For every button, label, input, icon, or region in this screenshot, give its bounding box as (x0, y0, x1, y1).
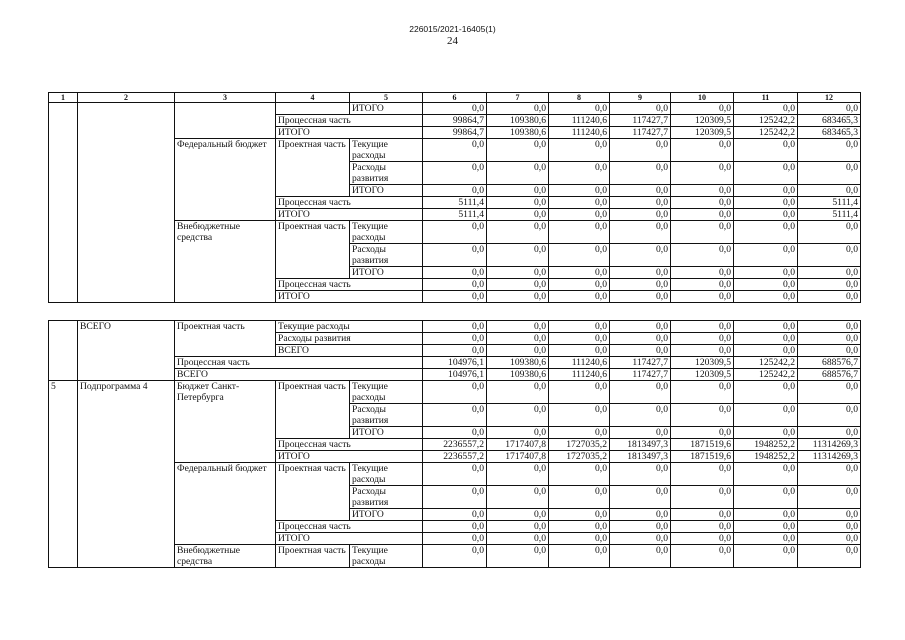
row-number-cell (49, 321, 78, 381)
value-cell: 0,0 (798, 244, 861, 267)
value-cell: 99864,7 (423, 127, 487, 139)
value-cell: 0,0 (423, 427, 487, 439)
value-cell: 109380,6 (487, 357, 549, 369)
value-cell: 0,0 (549, 427, 610, 439)
value-cell: 0,0 (423, 279, 487, 291)
value-cell: 0,0 (671, 244, 734, 267)
col-header: 6 (423, 93, 487, 103)
value-cell: 688576,7 (798, 357, 861, 369)
value-cell: 0,0 (798, 486, 861, 509)
value-cell: 0,0 (671, 486, 734, 509)
value-cell: 0,0 (671, 197, 734, 209)
value-cell: 0,0 (549, 139, 610, 162)
value-cell: 0,0 (610, 162, 671, 185)
value-cell: 0,0 (487, 381, 549, 404)
value-cell: 0,0 (487, 209, 549, 221)
value-cell: 120309,5 (671, 369, 734, 381)
value-cell: 0,0 (610, 333, 671, 345)
row-label: ИТОГО (276, 451, 423, 463)
value-cell: 0,0 (798, 521, 861, 533)
value-cell: 0,0 (734, 209, 798, 221)
program-cell (78, 103, 175, 303)
value-cell: 0,0 (798, 221, 861, 244)
value-cell: 2236557,2 (423, 451, 487, 463)
value-cell: 0,0 (671, 185, 734, 197)
part-label: Проектная часть (276, 139, 350, 197)
value-cell: 11314269,3 (798, 439, 861, 451)
value-cell: 120309,5 (671, 115, 734, 127)
part-label: Проектная часть (276, 221, 350, 279)
value-cell: 0,0 (798, 533, 861, 545)
value-cell: 0,0 (610, 139, 671, 162)
value-cell: 0,0 (610, 267, 671, 279)
value-cell: 0,0 (671, 545, 734, 568)
value-cell: 0,0 (549, 209, 610, 221)
value-cell: 0,0 (549, 509, 610, 521)
col-header: 3 (175, 93, 276, 103)
value-cell: 0,0 (671, 509, 734, 521)
row-label: Расходы развития (350, 486, 423, 509)
value-cell: 125242,2 (734, 369, 798, 381)
source-label: Федеральный бюджет (175, 139, 276, 221)
budget-table (48, 92, 861, 303)
value-cell: 0,0 (671, 333, 734, 345)
col-header: 7 (487, 93, 549, 103)
value-cell: 0,0 (610, 509, 671, 521)
value-cell: 104976,1 (423, 369, 487, 381)
value-cell: 0,0 (549, 486, 610, 509)
table-row (49, 381, 861, 404)
value-cell: 0,0 (549, 267, 610, 279)
value-cell: 0,0 (549, 345, 610, 357)
value-cell: 0,0 (671, 209, 734, 221)
row-label: ИТОГО (276, 209, 423, 221)
value-cell: 0,0 (487, 291, 549, 303)
value-cell: 0,0 (487, 427, 549, 439)
value-cell: 0,0 (610, 427, 671, 439)
page-number: 24 (447, 35, 458, 47)
value-cell: 0,0 (671, 162, 734, 185)
value-cell: 0,0 (487, 221, 549, 244)
value-cell: 0,0 (423, 486, 487, 509)
value-cell: 0,0 (487, 345, 549, 357)
value-cell: 0,0 (423, 244, 487, 267)
value-cell: 5111,4 (423, 197, 487, 209)
value-cell: 0,0 (671, 533, 734, 545)
col-header: 5 (350, 93, 423, 103)
value-cell: 0,0 (423, 381, 487, 404)
value-cell: 0,0 (798, 333, 861, 345)
part-label: Проектная часть (276, 463, 350, 521)
value-cell: 0,0 (487, 509, 549, 521)
value-cell: 0,0 (734, 427, 798, 439)
value-cell: 117427,7 (610, 369, 671, 381)
row-label: ИТОГО (350, 185, 423, 197)
value-cell: 0,0 (487, 321, 549, 333)
value-cell: 11314269,3 (798, 451, 861, 463)
value-cell: 683465,3 (798, 127, 861, 139)
value-cell: 0,0 (487, 521, 549, 533)
value-cell: 5111,4 (798, 209, 861, 221)
value-cell: 0,0 (734, 545, 798, 568)
value-cell: 125242,2 (734, 127, 798, 139)
value-cell: 0,0 (549, 221, 610, 244)
value-cell: 0,0 (610, 221, 671, 244)
value-cell: 0,0 (549, 185, 610, 197)
value-cell: 0,0 (798, 321, 861, 333)
value-cell: 1717407,8 (487, 439, 549, 451)
value-cell: 0,0 (734, 404, 798, 427)
value-cell: 0,0 (549, 244, 610, 267)
value-cell: 0,0 (487, 486, 549, 509)
value-cell: 0,0 (798, 345, 861, 357)
value-cell: 1813497,3 (610, 451, 671, 463)
row-label: Процессная часть (276, 439, 423, 451)
value-cell: 0,0 (798, 139, 861, 162)
value-cell: 0,0 (798, 291, 861, 303)
value-cell: 111240,6 (549, 115, 610, 127)
row-label: Процессная часть (276, 521, 423, 533)
value-cell: 0,0 (734, 244, 798, 267)
value-cell: 0,0 (423, 139, 487, 162)
value-cell: 683465,3 (798, 115, 861, 127)
value-cell: 0,0 (487, 103, 549, 115)
value-cell: 0,0 (671, 291, 734, 303)
value-cell: 120309,5 (671, 357, 734, 369)
value-cell: 0,0 (734, 267, 798, 279)
value-cell: 0,0 (487, 533, 549, 545)
value-cell: 0,0 (671, 103, 734, 115)
col-header: 9 (610, 93, 671, 103)
col-header: 4 (276, 93, 350, 103)
row-label: Расходы развития (350, 162, 423, 185)
value-cell: 0,0 (798, 404, 861, 427)
row-label: Текущие расходы (350, 381, 423, 404)
col-header: 12 (798, 93, 861, 103)
value-cell: 125242,2 (734, 115, 798, 127)
value-cell: 0,0 (734, 197, 798, 209)
value-cell: 1948252,2 (734, 439, 798, 451)
row-label: Процессная часть (276, 197, 423, 209)
value-cell: 0,0 (487, 185, 549, 197)
row-label: Расходы развития (276, 333, 423, 345)
value-cell: 0,0 (549, 162, 610, 185)
value-cell: 0,0 (671, 521, 734, 533)
value-cell: 0,0 (798, 427, 861, 439)
value-cell: 0,0 (734, 521, 798, 533)
value-cell: 0,0 (610, 463, 671, 486)
value-cell: 0,0 (423, 103, 487, 115)
value-cell: 0,0 (734, 103, 798, 115)
value-cell: 0,0 (487, 279, 549, 291)
value-cell: 1717407,8 (487, 451, 549, 463)
value-cell: 0,0 (487, 463, 549, 486)
value-cell: 0,0 (798, 509, 861, 521)
row-label: ИТОГО (276, 291, 423, 303)
value-cell: 0,0 (487, 162, 549, 185)
value-cell: 0,0 (734, 162, 798, 185)
value-cell: 0,0 (798, 279, 861, 291)
value-cell: 0,0 (734, 185, 798, 197)
value-cell: 0,0 (734, 291, 798, 303)
value-cell: 0,0 (734, 279, 798, 291)
row-label: Процессная часть (175, 357, 423, 369)
value-cell: 1871519,6 (671, 439, 734, 451)
value-cell: 5111,4 (423, 209, 487, 221)
value-cell: 0,0 (610, 279, 671, 291)
value-cell: 0,0 (734, 321, 798, 333)
part-label: Проектная часть (276, 381, 350, 439)
value-cell: 0,0 (549, 321, 610, 333)
value-cell: 0,0 (734, 509, 798, 521)
row-label: ИТОГО (350, 267, 423, 279)
value-cell: 0,0 (487, 267, 549, 279)
row-label: ВСЕГО (175, 369, 423, 381)
value-cell: 0,0 (734, 333, 798, 345)
value-cell: 0,0 (610, 244, 671, 267)
row-label: ИТОГО (350, 509, 423, 521)
table-row (49, 321, 861, 333)
value-cell: 0,0 (423, 521, 487, 533)
value-cell: 125242,2 (734, 357, 798, 369)
value-cell: 0,0 (734, 139, 798, 162)
value-cell: 0,0 (549, 291, 610, 303)
value-cell: 1727035,2 (549, 451, 610, 463)
value-cell: 109380,6 (487, 115, 549, 127)
value-cell: 0,0 (549, 279, 610, 291)
value-cell: 0,0 (423, 533, 487, 545)
value-cell: 0,0 (734, 486, 798, 509)
value-cell: 0,0 (549, 103, 610, 115)
row-number-cell (49, 103, 78, 303)
value-cell: 688576,7 (798, 369, 861, 381)
program-label: Подпрограмма 4 (78, 381, 175, 568)
value-cell: 0,0 (798, 162, 861, 185)
document-registration-code: 226015/2021-16405(1) (409, 24, 496, 34)
total-label: ВСЕГО (78, 321, 175, 381)
source-label: Федеральный бюджет (175, 463, 276, 545)
value-cell: 0,0 (487, 139, 549, 162)
value-cell: 0,0 (798, 545, 861, 568)
value-cell: 0,0 (610, 185, 671, 197)
value-cell: 0,0 (549, 381, 610, 404)
value-cell: 0,0 (423, 463, 487, 486)
value-cell: 109380,6 (487, 127, 549, 139)
value-cell: 0,0 (423, 545, 487, 568)
row-label: Текущие расходы (276, 321, 423, 333)
value-cell: 117427,7 (610, 127, 671, 139)
table-row (49, 103, 861, 115)
value-cell: 0,0 (423, 333, 487, 345)
value-cell: 0,0 (549, 521, 610, 533)
value-cell: 0,0 (487, 545, 549, 568)
value-cell: 1871519,6 (671, 451, 734, 463)
value-cell: 0,0 (734, 381, 798, 404)
value-cell: 0,0 (671, 427, 734, 439)
value-cell: 0,0 (798, 103, 861, 115)
value-cell: 0,0 (487, 404, 549, 427)
value-cell: 0,0 (610, 209, 671, 221)
value-cell: 0,0 (671, 221, 734, 244)
source-cell (175, 103, 276, 139)
value-cell: 1813497,3 (610, 439, 671, 451)
value-cell: 0,0 (610, 545, 671, 568)
value-cell: 0,0 (798, 381, 861, 404)
value-cell: 0,0 (549, 545, 610, 568)
column-number-row (49, 93, 861, 103)
row-label: ИТОГО (350, 103, 423, 115)
source-label: Внебюджетные средства (175, 545, 276, 568)
value-cell: 1727035,2 (549, 439, 610, 451)
value-cell: 0,0 (610, 291, 671, 303)
value-cell: 1948252,2 (734, 451, 798, 463)
value-cell: 0,0 (734, 345, 798, 357)
value-cell: 0,0 (610, 381, 671, 404)
value-cell: 0,0 (423, 291, 487, 303)
value-cell: 0,0 (487, 333, 549, 345)
value-cell: 0,0 (423, 221, 487, 244)
row-label: Текущие расходы (350, 463, 423, 486)
col-header: 10 (671, 93, 734, 103)
value-cell: 0,0 (734, 221, 798, 244)
row-label: ВСЕГО (276, 345, 423, 357)
col-header: 2 (78, 93, 175, 103)
value-cell: 111240,6 (549, 357, 610, 369)
value-cell: 117427,7 (610, 115, 671, 127)
source-label: Бюджет Санкт-Петербурга (175, 381, 276, 463)
value-cell: 0,0 (549, 533, 610, 545)
value-cell: 0,0 (671, 279, 734, 291)
value-cell: 0,0 (610, 321, 671, 333)
value-cell: 0,0 (671, 404, 734, 427)
value-cell: 0,0 (549, 333, 610, 345)
value-cell: 0,0 (610, 197, 671, 209)
value-cell: 0,0 (549, 197, 610, 209)
value-cell: 0,0 (610, 404, 671, 427)
value-cell: 99864,7 (423, 115, 487, 127)
value-cell: 109380,6 (487, 369, 549, 381)
source-label: Внебюджетные средства (175, 221, 276, 303)
value-cell: 104976,1 (423, 357, 487, 369)
value-cell: 0,0 (610, 533, 671, 545)
value-cell: 111240,6 (549, 369, 610, 381)
part-label: Проектная часть (175, 321, 276, 357)
col-header: 8 (549, 93, 610, 103)
value-cell: 2236557,2 (423, 439, 487, 451)
value-cell: 0,0 (423, 345, 487, 357)
col-header: 1 (49, 93, 78, 103)
value-cell: 0,0 (423, 509, 487, 521)
value-cell: 0,0 (610, 103, 671, 115)
value-cell: 0,0 (423, 185, 487, 197)
part-cell (276, 103, 350, 115)
row-label: Текущие расходы (350, 139, 423, 162)
value-cell: 0,0 (798, 185, 861, 197)
value-cell: 0,0 (671, 463, 734, 486)
value-cell: 0,0 (671, 267, 734, 279)
value-cell: 0,0 (423, 162, 487, 185)
row-label: Текущие расходы (350, 545, 423, 568)
value-cell: 0,0 (671, 321, 734, 333)
value-cell: 0,0 (610, 345, 671, 357)
row-label: ИТОГО (276, 127, 423, 139)
budget-table-continued (48, 320, 861, 568)
value-cell: 0,0 (610, 521, 671, 533)
value-cell: 0,0 (671, 381, 734, 404)
value-cell: 0,0 (423, 321, 487, 333)
value-cell: 0,0 (610, 486, 671, 509)
value-cell: 120309,5 (671, 127, 734, 139)
part-label: Проектная часть (276, 545, 350, 568)
col-header: 11 (734, 93, 798, 103)
value-cell: 5111,4 (798, 197, 861, 209)
value-cell: 0,0 (423, 404, 487, 427)
value-cell: 0,0 (734, 533, 798, 545)
value-cell: 0,0 (549, 463, 610, 486)
value-cell: 0,0 (734, 463, 798, 486)
row-label: ИТОГО (276, 533, 423, 545)
row-label: Расходы развития (350, 244, 423, 267)
value-cell: 0,0 (487, 244, 549, 267)
row-label: ИТОГО (350, 427, 423, 439)
value-cell: 0,0 (798, 267, 861, 279)
value-cell: 117427,7 (610, 357, 671, 369)
row-label: Расходы развития (350, 404, 423, 427)
row-label: Процессная часть (276, 115, 423, 127)
row-label: Процессная часть (276, 279, 423, 291)
value-cell: 0,0 (549, 404, 610, 427)
row-number-label: 5 (49, 381, 78, 568)
value-cell: 0,0 (423, 267, 487, 279)
value-cell: 0,0 (671, 345, 734, 357)
value-cell: 0,0 (487, 197, 549, 209)
row-label: Текущие расходы (350, 221, 423, 244)
value-cell: 0,0 (798, 463, 861, 486)
value-cell: 0,0 (671, 139, 734, 162)
value-cell: 111240,6 (549, 127, 610, 139)
